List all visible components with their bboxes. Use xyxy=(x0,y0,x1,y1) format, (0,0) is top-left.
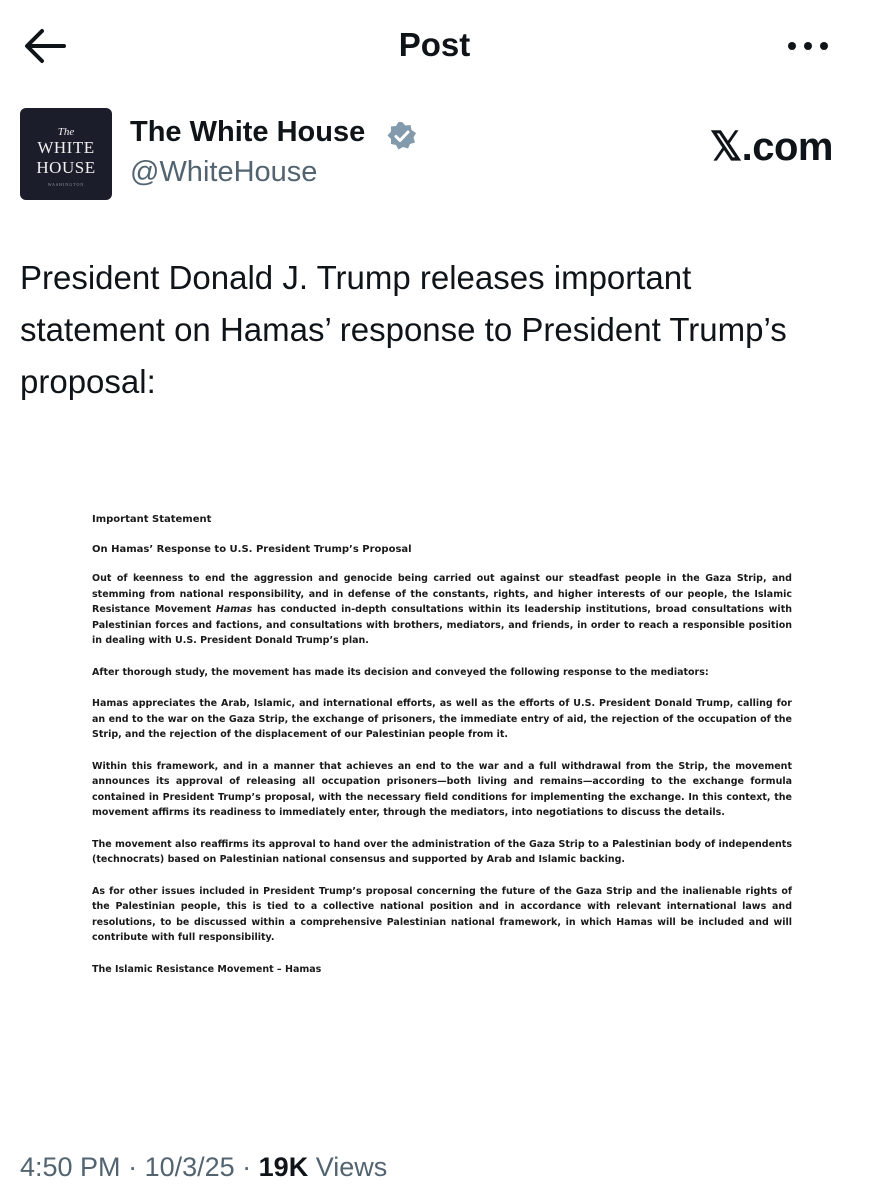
more-horizontal-icon xyxy=(783,28,833,64)
tweet-text: President Donald J. Trump releases important statement on Hamas’ response to President Trump’s proposal: xyxy=(20,259,787,400)
meta-separator: · xyxy=(120,1152,145,1182)
views-count[interactable]: 19K xyxy=(258,1152,309,1182)
doc-paragraph-part: has conducted in-depth consultations within its leadership institutions, broad consultations with Palestinian forces and factions, and consultations with brothers, mediators, and friends, in order to reach a responsible position in dealing with U.S. President Donald Trump’s plan. xyxy=(92,604,792,646)
doc-paragraph xyxy=(92,571,792,649)
avatar-text-the: The xyxy=(57,126,75,138)
top-bar xyxy=(0,0,869,92)
avatar-text-house: HOUSE xyxy=(36,158,96,177)
meta-separator: · xyxy=(234,1152,259,1182)
more-options-button[interactable] xyxy=(783,28,833,64)
verified-badge-icon xyxy=(386,120,418,152)
doc-paragraph: The movement also reaffirms its approval to hand over the administration of the Gaza Strip to a Palestinian body of independents (technocrats) based on Palestinian national consensus and supported by Arab and Islamic backing. xyxy=(92,838,792,865)
avatar[interactable] xyxy=(20,108,112,200)
page-title: Post xyxy=(398,26,471,63)
x-com-watermark: 𝕏.com xyxy=(709,125,833,169)
doc-paragraph: Within this framework, and in a manner that achieves an end to the war and a full withdrawal from the Strip, the movement announces its approval of releasing all occupation prisoners—both living and remains—according to the exchange formula contained in President Trump’s proposal, with the necessary field conditions for implementing the exchange. In this context, the movement affirms its readiness to immediately enter, through the mediators, into negotiations to discuss the details. xyxy=(92,760,792,818)
doc-subtitle: On Hamas’ Response to U.S. President Trump’s Proposal xyxy=(92,543,412,555)
author-handle[interactable]: @WhiteHouse xyxy=(130,156,318,188)
doc-paragraph-part: Out of keenness to end the aggression and genocide being carried out against our steadfast people in the Gaza Strip, and stemming from national responsibility, and in defense of the constants, rights, and higher interests of our people, the Islamic Resistance Movement xyxy=(92,573,792,615)
post-date[interactable]: 10/3/25 xyxy=(144,1152,235,1182)
avatar-text-white: WHITE xyxy=(37,138,95,157)
doc-paragraph: After thorough study, the movement has made its decision and conveyed the following response to the mediators: xyxy=(92,666,709,678)
doc-paragraph: As for other issues included in President Trump’s proposal concerning the future of the Gaza Strip and the inalienable rights of the Palestinian people, this is tied to a collective national position and in accordance with relevant international laws and resolutions, to be discussed within a comprehensive Palestinian national framework, in which Hamas will be included and will contribute with full responsibility. xyxy=(92,885,792,943)
avatar-text-washington: WASHINGTON xyxy=(47,182,85,187)
views-label: Views xyxy=(315,1152,388,1182)
author-name[interactable]: The White House xyxy=(130,116,366,148)
post-time[interactable]: 4:50 PM xyxy=(20,1152,121,1182)
statement-image[interactable] xyxy=(92,512,792,977)
doc-paragraph-emphasis: Hamas xyxy=(215,604,253,615)
doc-signature: The Islamic Resistance Movement – Hamas xyxy=(92,963,322,975)
doc-paragraph: Hamas appreciates the Arab, Islamic, and international efforts, as well as the efforts of U.S. President Donald Trump, calling for an end to the war on the Gaza Strip, the exchange of prisoners, the immediate entry of aid, the rejection of the occupation of the Strip, and the rejection of the displacement of our Palestinian people from it. xyxy=(92,698,792,740)
post-metadata xyxy=(20,1152,387,1183)
doc-title: Important Statement xyxy=(92,514,212,525)
